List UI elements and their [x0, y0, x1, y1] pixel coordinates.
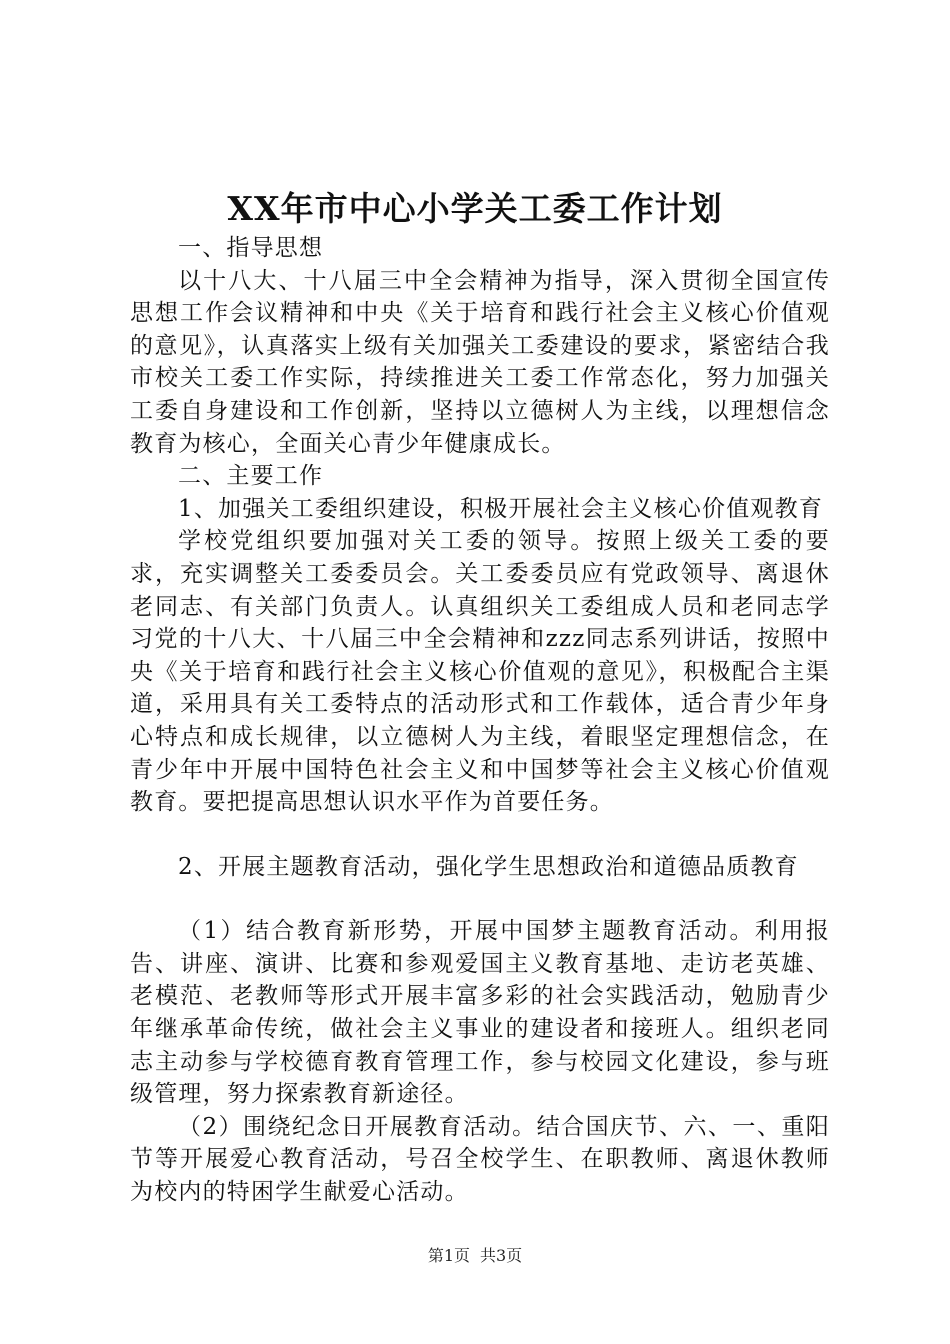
section-heading-main-work: 二、主要工作 [178, 463, 324, 490]
section-heading-guiding-ideology: 一、指导思想 [178, 235, 324, 261]
page-footer [0, 1245, 950, 1267]
paragraph-china-dream-education: （1）结合教育新形势，开展中国梦主题教育活动。利用报告、讲座、演讲、比赛和参观爱国主义教育基地、走访老英雄、老模范、老教师等形式开展丰富多彩的社会实践活动，勉励青少年继承革命传统，做社会主义事业的建设者和接班人。组织老同志主动参与学校德育教育管理工作，参与校园文化建设，参与班级管理，努力探索教育新途径。 [130, 918, 830, 1108]
paragraph-guiding-ideology: 以十八大、十八届三中全会精神为指导，深入贯彻全国宣传思想工作会议精神和中央《关于培育和践行社会主义核心价值观的意见》，认真落实上级有关加强关工委建设的要求，紧密结合我市校关工委工作实际，持续推进关工委工作常态化，努力加强关工委自身建设和工作创新，坚持以立德树人为主线，以理想信念教育为核心，全面关心青少年健康成长。 [130, 267, 830, 457]
paragraph-spacer [130, 883, 830, 915]
document-body [130, 232, 830, 1209]
paragraph-spacer [130, 819, 830, 851]
paragraph-commemoration-activities: （2）围绕纪念日开展教育活动。结合国庆节、六、一、重阳节等开展爱心教育活动，号召全校学生、在职教师、离退休教师为校内的特困学生献爱心活动。 [130, 1113, 830, 1206]
subheading-theme-education: 2、开展主题教育活动，强化学生思想政治和道德品质教育 [178, 853, 799, 880]
paragraph-organization-building: 学校党组织要加强对关工委的领导。按照上级关工委的要求，充实调整关工委委员会。关工委委员应有党政领导、离退休老同志、有关部门负责人。认真组织关工委组成人员和老同志学习党的十八大、十八届三中全会精神和zzz同志系列讲话，按照中央《关于培育和践行社会主义核心价值观的意见》，积极配合主渠道，采用具有关工委特点的活动形式和工作载体，适合青少年身心特点和成长规律，以立德树人为主线，着眼坚定理想信念，在青少年中开展中国特色社会主义和中国梦等社会主义核心价值观教育。要把提高思想认识水平作为首要任务。 [130, 528, 830, 816]
subheading-organization-building: 1、加强关工委组织建设，积极开展社会主义核心价值观教育 [178, 495, 824, 522]
page-total: 共3页 [480, 1246, 523, 1265]
document-title: XX年市中心小学关工委工作计划 [227, 189, 723, 228]
page-number: 第1页 [427, 1246, 470, 1265]
